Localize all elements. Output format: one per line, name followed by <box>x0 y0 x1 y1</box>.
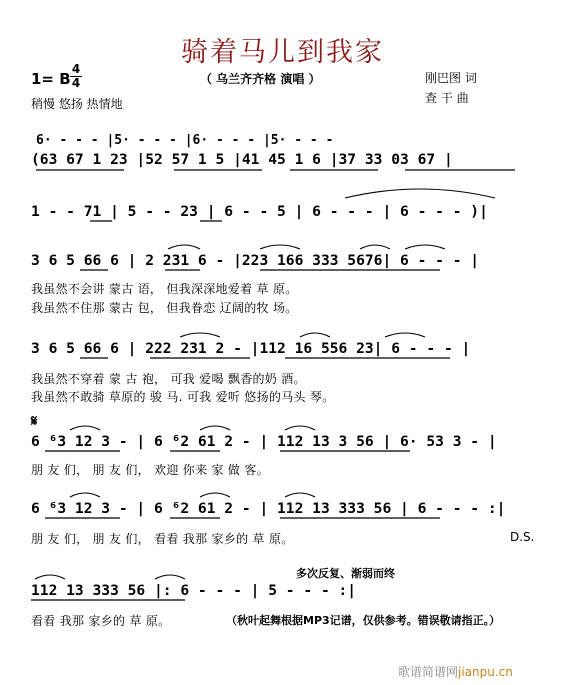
slur-arc <box>70 426 100 430</box>
watermark-text: 歌谱简谱网 <box>398 665 459 679</box>
intro-line-1: (63 67 1 23 |52 57 1 5 |41 45 1 6 |37 33 03 67 | <box>31 151 453 168</box>
verse-a-notes: 3 6 5 66 6 | 2 231 6 - |223 166 333 5676| 6 - - - | <box>31 252 480 269</box>
intro-upper-notes: 6· - - - |5· - - - |6· - - - |5· - - - <box>36 133 334 148</box>
coda-notes: 112 13 333 56 |: 6 - - - | 5 - - - :| <box>31 582 357 599</box>
slur-arc <box>300 333 330 337</box>
song-title: 骑着马儿到我家 <box>181 37 384 68</box>
tempo-marking: 稍慢 悠扬 热情地 <box>31 97 123 111</box>
slur-arc <box>155 575 185 579</box>
ds-marking: D.S. <box>510 530 535 544</box>
chorus-1-notes: 6 ⁶3 12 3 - | 6 ⁶2 61 2 - | 112 13 3 56 | 6· 53 3 - | <box>31 433 497 450</box>
singer-credit: （ 乌兰齐齐格 演唱 ） <box>200 72 321 86</box>
slur-arc <box>260 245 300 249</box>
watermark-url: jianpu.cn <box>458 665 513 679</box>
lyricist-credit: 刚巴图 词 <box>425 71 477 85</box>
verse-b-lyric-2: 我虽然不敢骑 草原的 骏 马. 可我 爱听 悠扬的马头 琴。 <box>31 390 335 404</box>
key-signature: 1= B <box>31 70 71 88</box>
coda-lyric: 看看 我那 家乡的 草 原。 <box>31 614 171 628</box>
slur-arc <box>200 426 230 430</box>
tie-arc <box>345 189 495 198</box>
slur-arc <box>405 245 445 249</box>
verse-a-lyric-1: 我虽然不会讲 蒙古 语， 但我深深地爱着 草 原。 <box>31 282 298 296</box>
intro-line-2: 1 - - 71 | 5 - - 23 | 6 - - 5 | 6 - - - | 6 - - - )| <box>31 203 488 220</box>
slur-arc <box>360 245 390 249</box>
chorus-2-lyric: 朋 友 们， 朋 友 们， 看看 我那 家乡的 草 原。 <box>31 532 294 546</box>
slur-arc <box>285 493 315 497</box>
slur-arc <box>180 333 220 337</box>
slur-arc <box>285 426 315 430</box>
slur-arc <box>200 493 230 497</box>
slur-arc <box>70 493 100 497</box>
slur-arc <box>168 245 200 249</box>
time-signature-top: 4 <box>71 62 81 76</box>
verse-b-lyric-1: 我虽然不穿着 蒙 古 袍， 可我 爱喝 飘香的奶 酒。 <box>31 372 306 386</box>
chorus-1-lyric: 朋 友 们， 朋 友 们， 欢迎 你来 家 做 客。 <box>31 463 269 477</box>
verse-a-lyric-2: 我虽然不住那 蒙古 包， 但我眷恋 辽阔的牧 场。 <box>31 301 298 315</box>
slur-arc <box>385 333 425 337</box>
transcriber-remark: （秋叶起舞根据MP3记谱，仅供参考。错误敬请指正。） <box>226 614 501 627</box>
segno-sign: 𝄋 <box>31 412 38 430</box>
time-signature-bottom: 4 <box>71 76 81 90</box>
chorus-2-notes: 6 ⁶3 12 3 - | 6 ⁶2 61 2 - | 112 13 333 56 | 6 - - - :| <box>31 500 506 517</box>
slur-arc <box>35 575 65 579</box>
repeat-instruction: 多次反复、渐弱而终 <box>296 567 395 580</box>
composer-credit: 查 干 曲 <box>425 91 469 105</box>
verse-b-notes: 3 6 5 66 6 | 222 231 2 - |112 16 556 23| 6 - - - | <box>31 340 471 357</box>
